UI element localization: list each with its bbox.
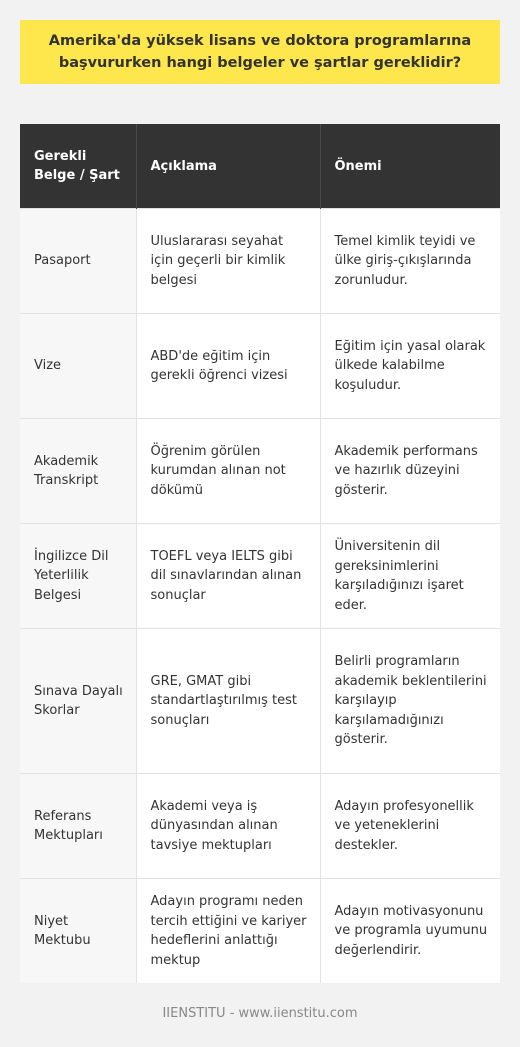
cell-importance: Adayın motivasyonunu ve programla uyumunu değerlendirir.	[320, 879, 500, 984]
cell-importance: Adayın profesyonellik ve yeteneklerini destekler.	[320, 774, 500, 879]
table-header-row	[20, 124, 500, 209]
cell-description: Uluslararası seyahat için geçerli bir kimlik belgesi	[136, 209, 320, 314]
table-row	[20, 314, 500, 419]
table-row	[20, 879, 500, 984]
table-row	[20, 209, 500, 314]
requirements-table	[20, 124, 500, 983]
table-row	[20, 524, 500, 629]
table-row	[20, 629, 500, 774]
cell-description: ABD'de eğitim için gerekli öğrenci vizesi	[136, 314, 320, 419]
table-row	[20, 774, 500, 879]
cell-description: TOEFL veya IELTS gibi dil sınavlarından alınan sonuçlar	[136, 524, 320, 629]
cell-importance: Üniversitenin dil gereksinimlerini karşıladığınızı işaret eder.	[320, 524, 500, 629]
cell-importance: Belirli programların akademik beklentilerini karşılayıp karşılamadığınızı gösterir.	[320, 629, 500, 774]
cell-document: Vize	[20, 314, 136, 419]
cell-document: Sınava Dayalı Skorlar	[20, 629, 136, 774]
cell-document: Niyet Mektubu	[20, 879, 136, 984]
page-title: Amerika'da yüksek lisans ve doktora programlarına başvururken hangi belgeler ve şartlar gereklidir?	[48, 33, 472, 71]
table-row	[20, 419, 500, 524]
cell-importance: Temel kimlik teyidi ve ülke giriş-çıkışlarında zorunludur.	[320, 209, 500, 314]
cell-document: Pasaport	[20, 209, 136, 314]
cell-document: Referans Mektupları	[20, 774, 136, 879]
cell-document: İngilizce Dil Yeterlilik Belgesi	[20, 524, 136, 629]
cell-document: Akademik Transkript	[20, 419, 136, 524]
title-banner	[20, 20, 500, 84]
column-header-description: Açıklama	[136, 124, 320, 209]
cell-description: Akademi veya iş dünyasından alınan tavsiye mektupları	[136, 774, 320, 879]
cell-description: GRE, GMAT gibi standartlaştırılmış test sonuçları	[136, 629, 320, 774]
footer-credit: IIENSTITU - www.iienstitu.com	[162, 1006, 358, 1021]
column-header-document: Gerekli Belge / Şart	[20, 124, 136, 209]
cell-importance: Akademik performans ve hazırlık düzeyini gösterir.	[320, 419, 500, 524]
cell-description: Öğrenim görülen kurumdan alınan not dökümü	[136, 419, 320, 524]
cell-description: Adayın programı neden tercih ettiğini ve kariyer hedeflerini anlattığı mektup	[136, 879, 320, 984]
cell-importance: Eğitim için yasal olarak ülkede kalabilme koşuludur.	[320, 314, 500, 419]
column-header-importance: Önemi	[320, 124, 500, 209]
